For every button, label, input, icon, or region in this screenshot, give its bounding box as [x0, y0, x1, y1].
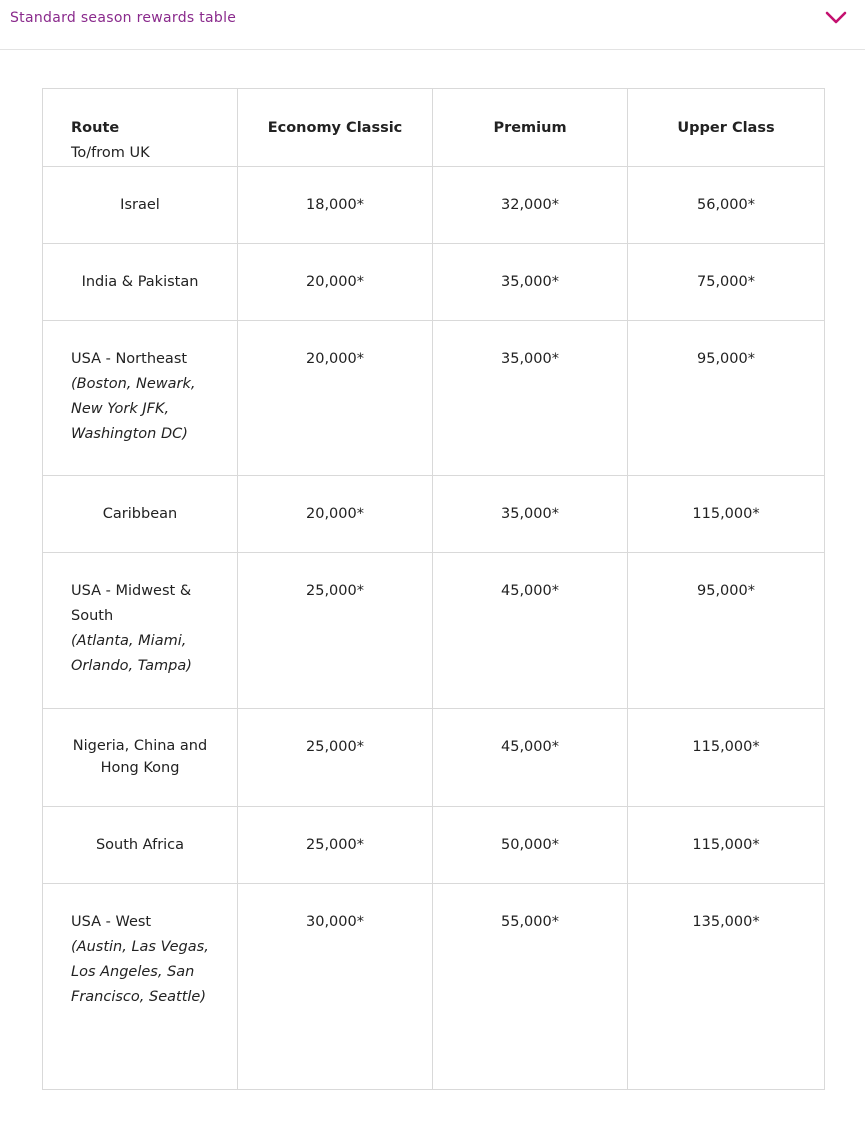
upper-class-points: 115,000*: [628, 807, 825, 884]
route-cities: (Boston, Newark, New York JFK, Washington DC): [71, 376, 196, 442]
route-cell: [43, 807, 238, 884]
route-cities: (Austin, Las Vegas, Los Angeles, San Francisco, Seattle): [71, 939, 209, 1005]
route-cell: [43, 553, 238, 709]
route-header-label: Route: [71, 120, 120, 136]
column-header-upper-class: Upper Class: [628, 89, 825, 167]
column-header-premium: Premium: [433, 89, 628, 167]
route-name: South Africa: [95, 837, 185, 853]
premium-points: 35,000*: [433, 476, 628, 553]
route-name: India & Pakistan: [81, 274, 199, 290]
column-header-economy: Economy Classic: [238, 89, 433, 167]
upper-class-points: 115,000*: [628, 709, 825, 807]
route-name: USA - Northeast: [71, 351, 188, 367]
premium-points: 50,000*: [433, 807, 628, 884]
economy-points: 18,000*: [238, 167, 433, 244]
upper-class-points: 135,000*: [628, 884, 825, 1090]
route-cell: [43, 167, 238, 244]
premium-points: 35,000*: [433, 244, 628, 321]
route-name: USA - Midwest & South: [71, 583, 192, 624]
upper-class-points: 115,000*: [628, 476, 825, 553]
table-row: [43, 553, 825, 709]
premium-points: 45,000*: [433, 709, 628, 807]
economy-points: 25,000*: [238, 807, 433, 884]
upper-class-points: 75,000*: [628, 244, 825, 321]
economy-points: 30,000*: [238, 884, 433, 1090]
rewards-table: [42, 88, 825, 1090]
route-name: Nigeria, China and Hong Kong: [72, 738, 208, 776]
upper-class-points: 95,000*: [628, 553, 825, 709]
table-row: [43, 321, 825, 476]
table-row: [43, 167, 825, 244]
route-cell: [43, 476, 238, 553]
accordion-title: Standard season rewards table: [10, 10, 237, 26]
route-cell: [43, 244, 238, 321]
route-header-sublabel: To/from UK: [71, 145, 150, 161]
route-cities: (Atlanta, Miami, Orlando, Tampa): [71, 633, 192, 674]
accordion-header[interactable]: [0, 0, 865, 50]
upper-class-points: 56,000*: [628, 167, 825, 244]
premium-points: 45,000*: [433, 553, 628, 709]
economy-points: 25,000*: [238, 553, 433, 709]
table-row: [43, 709, 825, 807]
route-cell: [43, 321, 238, 476]
economy-points: 20,000*: [238, 244, 433, 321]
table-header-row: [43, 89, 825, 167]
table-row: [43, 807, 825, 884]
route-name: Caribbean: [102, 506, 178, 522]
column-header-route: [43, 89, 238, 167]
upper-class-points: 95,000*: [628, 321, 825, 476]
route-name: Israel: [120, 197, 160, 213]
economy-points: 20,000*: [238, 321, 433, 476]
chevron-down-icon[interactable]: [825, 10, 847, 26]
table-row: [43, 884, 825, 1090]
table-row: [43, 476, 825, 553]
economy-points: 25,000*: [238, 709, 433, 807]
premium-points: 55,000*: [433, 884, 628, 1090]
premium-points: 35,000*: [433, 321, 628, 476]
route-cell: [43, 884, 238, 1090]
economy-points: 20,000*: [238, 476, 433, 553]
premium-points: 32,000*: [433, 167, 628, 244]
table-row: [43, 244, 825, 321]
route-name: USA - West: [71, 914, 152, 930]
route-cell: [43, 709, 238, 807]
